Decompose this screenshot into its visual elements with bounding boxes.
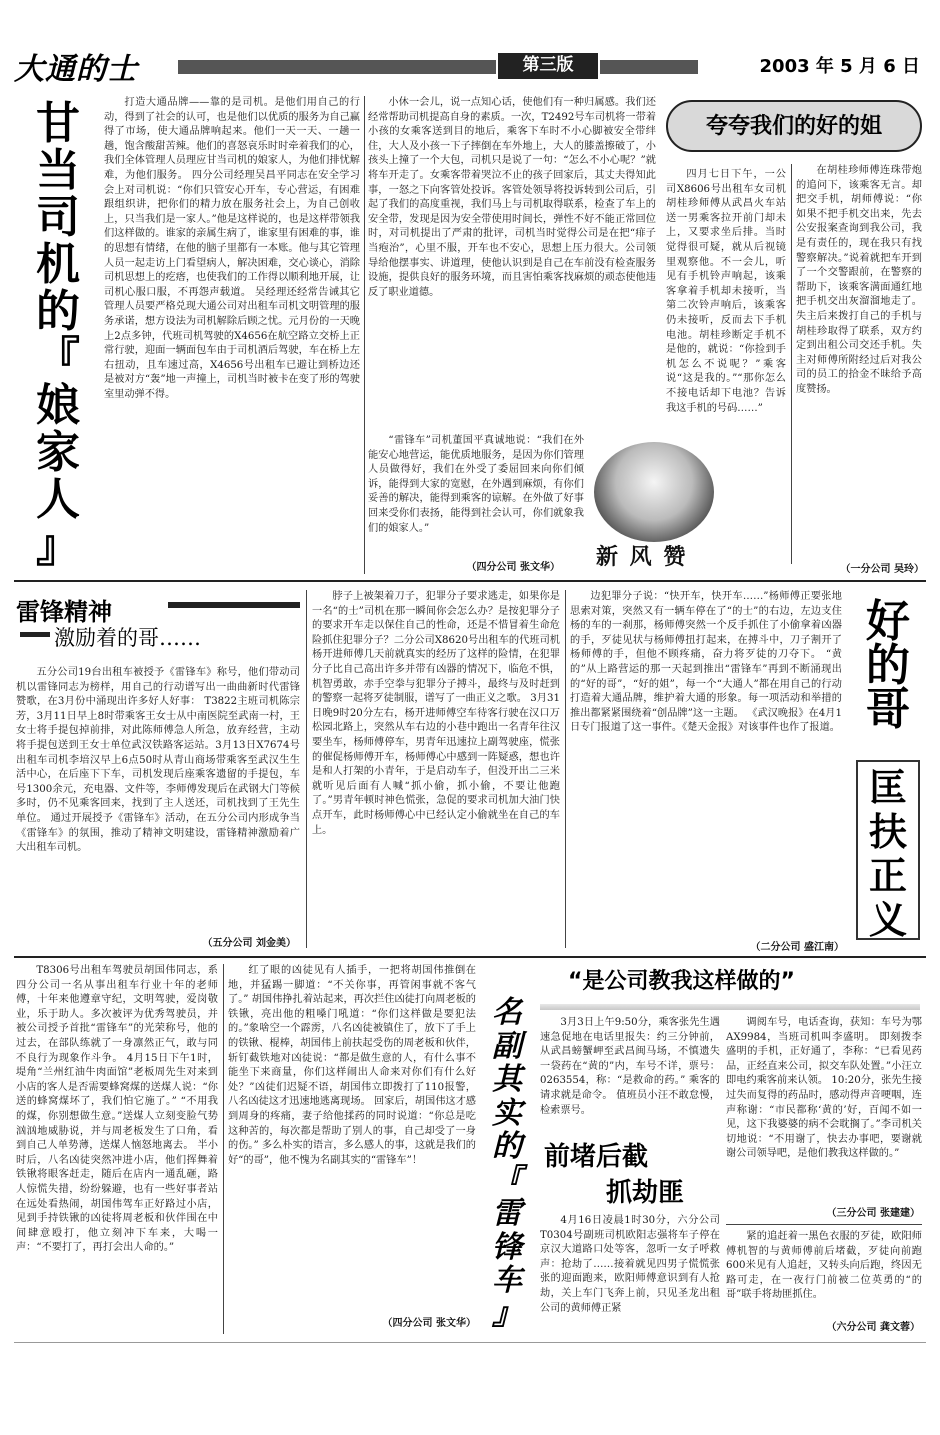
heading-char: 匡 [868, 766, 907, 810]
column-divider [364, 96, 365, 574]
byline: （六分公司 龚文蓉） [826, 1322, 920, 1333]
paragraph: 红了眼的凶徒见有人插手，一把将胡国伟推倒在地，并猛踢一脚道：“不关你事，再管闲事就不客气了。” 胡国伟挣扎着站起来，再次拦住凶徒打向周老板的铁锹，亮出他的粗嗓门吼道：“你们这样做是要犯法的。”象啥空一个霹雳，八名凶徒被镇住了，放下了手上的铁锹、棍棒，胡国伟上前扶起受伤的周老板和伙伴，斩钉截铁地对凶徒说：“都是做生意的人，有什么事不能坐下来商量，你们这样闹出人命来对你们有什么好处？”凶徒们迟疑不语，胡国伟立即拨打了110报警，八名凶徒这才迅速地逃离现场。 回家后，胡国伟这才感到周身的疼痛，妻子给他揉药的同时说道：“你总是吃这种苦的，每次都是帮助了别人的事，自己却受了一身的伤。” 多么朴实的语言，多么感人的事，这就是我们的好“的哥”，他不愧为名副其实的“雷锋车”！ [228, 965, 476, 1166]
teacher-col2 [228, 964, 476, 1308]
paragraph: 打造大通品牌——靠的是司机。是他们用自己的行动，得到了社会的认可，也是他们以优质的服务为自己赢得了市场，使大通品牌响起来。他们一天一天、一趟一趟，饱含酸甜苦辣。他们的喜怒哀乐时时牵着我们的心，我们全体管理人员理应甘当司机的娘家人，为他们排忧解难，为他们服务。 四分公司经理吴昌平同志在安全学习会上对司机说：“你们只管安心开车，专心营运，有困难跟组织讲，把你们的精力放在服务社会上，为自己创收上，只当我们是一家人。”他是这样说的，也是这样带领我们这样做的。谁家的亲属生病了，谁家里有困难的事，谁的思想有情绪，在他的脑子里都有一本账。他与其它管理人员一起走访上门看望病人，解决困难，交心谈心，消除司机思想上的疙瘩，也使我们的工作得以顺利地开展，让司机心服口服，不再怨声载道。 吴经理还经常告诫其它管理人员要严格兑现大通公司对出租车司机文明管理的服务承诺，想方设法为司机解除后顾之忧。元月份的一天晚上2点多钟，代班司机驾驶的X4656在航空路立交桥上正常行驶，迎面一辆面包车由于司机酒后驾驶，车在桥上左右扭动，且车速过高，X4656号出租车已避让到桥边还是被对方“轰”地一声撞上，司机当时被卡在变了形的驾驶室里动弹不得。 [104, 97, 360, 400]
company-banner-underlay [540, 1004, 920, 1010]
masthead-rule [178, 60, 496, 74]
heading-char: 的 [492, 1129, 522, 1164]
intercept-col1 [540, 1214, 720, 1332]
byline: （三分公司 张建建） [826, 1208, 920, 1219]
paragraph: 脖子上被架着刀子，犯罪分子要求逃走，如果你是一名“的士”司机在那一瞬间你会怎么办？是按犯罪分子的要求开车走以保住自己的性命，还是不惜冒着生命危险抓住犯罪分子？二分公司X8620号出租车的代班司机杨开进师傅几天前就真实的经历了这样的险情，在犯罪分子比自己高出许多并带有凶器的情况下，临危不惧，机智勇敢，赤手空拳与犯罪分子搏斗，最终与及时赶到的警察一起将歹徒制服，谱写了一曲正义之歌。 3月31日晚9时20分左右，杨开进师傅空车待客行驶在汉口万松园北路上，突然从车右边的小巷中跑出一名青年往汉要坐车，杨师傅停车，男青年迅速拉上副驾驶座，慌张的催促杨师傅开车，杨师傅心中感到一阵疑惑，想也许是和人打架的小青年，于是启动车子，但没开出二三米就听见后面有人喊“抓小偷，抓小偷，不要让他跑了。”男青年顿时神色慌张，急促的要求司机加大油门快点开车，此时杨师傅心中已经认定小偷就坐在自己的车上。 [312, 591, 560, 836]
heading-char: 名 [492, 995, 522, 1030]
headline-char: 人 [36, 474, 80, 525]
byline: （五分公司 刘金美） [202, 938, 296, 949]
section-rule [14, 956, 926, 958]
headline-char: 甘 [36, 98, 80, 149]
masthead-date: 2003 年 5 月 6 日 [759, 56, 920, 77]
paragraph: 在胡桂珍师傅连珠带炮的追问下，该乘客无言。却把交手机，胡师傅说：“你如果不把手机交出来，先去公安报案查询到我公司，我是有责任的，现在我只有找警察解决。”说着就把车开到了一个交警跟前，在警察的帮助下，该乘客满面通红地把手机交出灰溜溜地走了。 失主后来拨打自己的手机与胡桂珍取得了联系，双方约定到出租公司交还手机。失主对师傅所附经过后对我公司的员工的拾金不昧给予高度赞扬。 [796, 165, 922, 395]
column-divider [223, 964, 224, 1334]
column-divider [306, 590, 307, 948]
headline-char: 『 [36, 333, 80, 384]
heading-char: 『 [492, 1162, 522, 1198]
paragraph: 调阅车号，电话查询，获知：车号为鄂AX9984，当班司机叫李盛明。 即刻拨李盛明的手机，正好通了，李称：“已看见药品，正经直来公司，拟交车队处置。”小汪立即电约乘客前来认领。 10:20分，张先生接过失而复得的药品时，感动得声音哽咽，连声称谢：“市民都称‘黄的’好，百闻不如一见，这下我婆婆的病不会耽搁了。”李司机关切地说：“不用谢了，快去办事吧，要谢就谢公司领导吧，是他们教我这样做的。” [726, 1017, 922, 1160]
paragraph: “雷锋车”司机董国平真诚地说：“我们在外能安心地营运，能优质地服务，是因为你们管理人员做得好，我们在外受了委屈回来向你们倾诉，能得到大家的宽慰，在外遇到麻烦，有你们妥善的解决，能得到乘客的谅解。在外做了好事回来受你们表扬，能得到社会认可，你们就象我们的娘家人。” [368, 435, 584, 534]
heading-char: 哥 [866, 684, 910, 735]
paragraph: 小休一会儿，说一点知心话，使他们有一种归属感。我们还经常帮助司机提高自身的素质。一次，T2492号车司机将一带着小孩的女乘客送到目的地后，乘客下车时不小心脚被安全带绊住，大人及小孩一下子摔倒在车外地上，大人的膝盖擦破了，小孩头上撞了一个大包，司机只是说了一句：“怎么不小心呢？”就将车开走了。女乘客带着哭泣不止的孩子回家后，其丈夫得知此事，一怒之下向客管处投诉。客管处领导将投诉转到公司后，引起了我们的高度重视，我们马上与司机取得联系，检查了车上的安全带，发现是因为安全带使用时间长，弹性不好不能正常回位时，对司机提出了严肃的批评，司机当时觉得公司是在把“痱子当疱治”，心里不服，开车也不安心，思想上压力很大。公司领导给他摆事实、讲道理，使他认识到是自己在车前没有检查服务设施，提供良好的服务环境，而且害怕乘客找麻烦的顽态使他违反了职业道德。 [368, 97, 656, 298]
section-rule [14, 580, 926, 582]
headline-char: 娘 [36, 380, 80, 431]
headline-char: 的 [36, 286, 80, 337]
leifeng-title-rule [168, 602, 300, 608]
headline-char: 机 [36, 239, 80, 290]
page-bottom-rule [14, 1342, 926, 1343]
headline-vertical [20, 100, 96, 575]
headline-char: 家 [36, 427, 80, 478]
namesake-heading [480, 996, 534, 1336]
column-divider [791, 164, 792, 564]
leifeng-subtitle: 激励着的哥…… [54, 626, 201, 650]
good-driver-heading [852, 596, 924, 740]
edition-label: 第三版 [498, 53, 598, 79]
masthead-rule-right [600, 60, 698, 74]
column-divider [565, 590, 566, 948]
leifeng-subtitle-rule [20, 632, 50, 637]
company-col1 [540, 1016, 720, 1132]
portrait-badge: 新 风 赞 [596, 545, 688, 570]
intercept-title-2: 抓劫匪 [606, 1178, 685, 1208]
paragraph: 边犯罪分子说：“快开车，快开车……”杨师傅正要张地思索对策，突然又有一辆车停在了“的士”的右边，左边支住杨的车的一刹那，杨师傅突然一个反手抓住了小偷拿着凶器的手，歹徒见状与杨师傅扭打起来，在搏斗中，刀子割开了杨师傅的手，但他不顾疼痛，奋力将歹徒的刀夺下。 “黄的”从上路营运的那一天起到推出“雷锋车”再到不断涌现出的“好的哥”，“好的姐”，每一个“大通人”都在用自己的行动打造着大通品牌，维护着大通的形象。每一项活动和举措的推出都紧紧围绕着“创品牌”这一主题。 《武汉晚报》在4月1日专门报道了这一事件。《楚天金报》对该事件也作了报道。 [570, 591, 842, 734]
robbery-col1 [312, 590, 560, 948]
heading-char: 正 [868, 854, 907, 898]
intercept-col2 [726, 1230, 922, 1312]
section-rule-thin [726, 1224, 922, 1225]
heading-char: 义 [868, 898, 907, 942]
heading-char: 的 [866, 640, 910, 691]
heading-char: 雷 [492, 1196, 522, 1231]
heading-char: 锋 [492, 1229, 522, 1265]
article-caretakers-col2b [368, 434, 584, 552]
article-caretakers-col2 [368, 96, 656, 420]
paragraph: 3月3日上午9:50分，乘客张先生遇速急促地在电话里报失：约三分钟前，从武昌螃蟹岬至武昌闽马场，不慎遗失一袋药在“黄的”内，车号不详，票号：0263554，称：“是救命的药。” 乘客的请求就是命令。 值班员小汪不敢怠慢，检索票号。 [540, 1017, 720, 1116]
byline: （一分公司 吴玲） [840, 564, 924, 575]
company-col2 [726, 1016, 922, 1192]
byline: （二分公司 盛江南） [750, 942, 844, 953]
heading-char: 车 [492, 1263, 522, 1298]
praise-col2 [796, 164, 922, 556]
praise-banner: 夸夸我们的好的姐 [666, 100, 922, 152]
headline-char: 』 [36, 521, 80, 572]
robbery-col2 [570, 590, 842, 930]
intercept-title-1: 前堵后截 [544, 1142, 649, 1172]
headline-char: 司 [36, 192, 80, 243]
company-banner: “是公司教我这样做的” [568, 969, 795, 994]
masthead-title: 大通的士 [14, 52, 138, 87]
paragraph: T8306号出租车驾驶员胡国伟同志，系四分公司一名从事出租车行业十年的老师傅，十年来他遵章守纪，文明驾驶，爱岗敬业，乐于助人。多次被评为优秀驾驶员，并被公司授予首批“雷锋车”的光荣称号，他的过去，在部队练就了一身凛然正气，敢与同不良行为现象作斗争。 4月15日下午1时，堤角“兰州红油牛肉面馆”老板周先生对来到小店的客人是否需要蜂窝煤的送煤人说：“你送的蜂窝煤坏了，我们怕它施了。” “不用我的煤，你别想做生意。”送煤人立刻变脸气势汹汹地威胁说，并与周老板发生了口角，看到自己人单势薄，送煤人恼怒地离去。 半小时后，八名凶徒突然冲进小店，他们挥舞着铁锹将眼客赶走，随后在店内一通乱砸，路人惊慌失措，纷纷躲避，也有一些好事者站在远处看热闹，胡国伟驾车正好路过小店，见到手持铁锹的凶徒将周老板和伙伴围在中间肆意殴打，他立刻冲下车来，大喝一声：“不要打了，再打会出人命的。” [16, 965, 218, 1254]
headline-char: 当 [36, 145, 80, 196]
teacher-col1 [16, 964, 218, 1324]
heading-char: 副 [492, 1028, 522, 1064]
paragraph: 4月16日凌晨1时30分，六分公司T0304号副班司机欧阳志强将车子停在京汉大道路口处等客，忽听一女子呼救声：抢劫了……接着就见四男子慌慌张张的迎面跑来，欧阳师傅意识到有人抢劫，关上车门飞奔上前，只见圣龙出租公司的黄师傅正紧 [540, 1215, 720, 1314]
heading-char: 扶 [868, 810, 907, 854]
paragraph: 四月七日下午，一公司X8606号出租车女司机胡桂珍师傅从武昌火车站送一男乘客拉开前门却未上，又要求坐后排。当时觉得很可疑，就从后视镜里观察他。不一会儿，听见有手机铃声响起，该乘客拿着手机却未接听，当第二次铃声响后，该乘客仍未接听，反而去下手机电池。胡桂珍断定手机不是他的，就说：“你捡到手机怎么不说呢？”乘客说“这是我的。”“那你怎么不接电话却下电池？告诉我这手机的号码……” [666, 169, 786, 414]
leifeng-col1 [16, 666, 300, 928]
praise-col1 [666, 168, 786, 468]
heading-char: 好 [866, 596, 910, 647]
heading-char: 其 [492, 1062, 522, 1097]
heading-char: 』 [492, 1296, 522, 1332]
byline: （四分公司 张文华） [466, 562, 560, 573]
article-caretakers-col1 [104, 96, 360, 574]
byline: （四分公司 张文华） [382, 1318, 476, 1329]
paragraph: 五分公司19台出租车被授予《雷锋车》称号，他们带动司机以雷锋同志为榜样，用自己的行动谱写出一曲曲新时代雷锋赞歌，在3月份中涌现出许多好人好事： T3822主班司机陈宗芳，3月11日早上8时带乘客王女士从中南医院至武南一村，王女士将手提包掉前排，对此陈师傅急人所急，放弃经营，主动将手提包送到王女士单位武汉铁路客运站。3月13日X7674号出租车司机李培汉早上6点50时从青山商场带乘客至武汉生生活中心，在后座下下车，司机发现后座乘客遗留的手提包，车号1300余元，充电器、文件等，李师傅发现后在武钢大门等候多时，仍不见乘客回来，找到了主人送还，司机找到了王先生单位。 通过开展授予《雷锋车》活动，在五分公司内形成争当《雷锋车》的氛围，推动了精神文明建设，雷锋精神激励着广大出租车司机。 [16, 667, 300, 854]
leifeng-title: 雷锋精神 [16, 597, 112, 626]
paragraph: 紧的追赶着一黑色衣服的歹徒，欧阳师傅机智的与黄师傅前后堵截，歹徒向前跑600米见有人追赶，又转头向后跑，终因无路可走，在一夜行门前被二位英勇的“的哥”联手将劫匪抓住。 [726, 1231, 922, 1301]
justice-heading [856, 760, 920, 940]
heading-char: 实 [492, 1095, 522, 1131]
